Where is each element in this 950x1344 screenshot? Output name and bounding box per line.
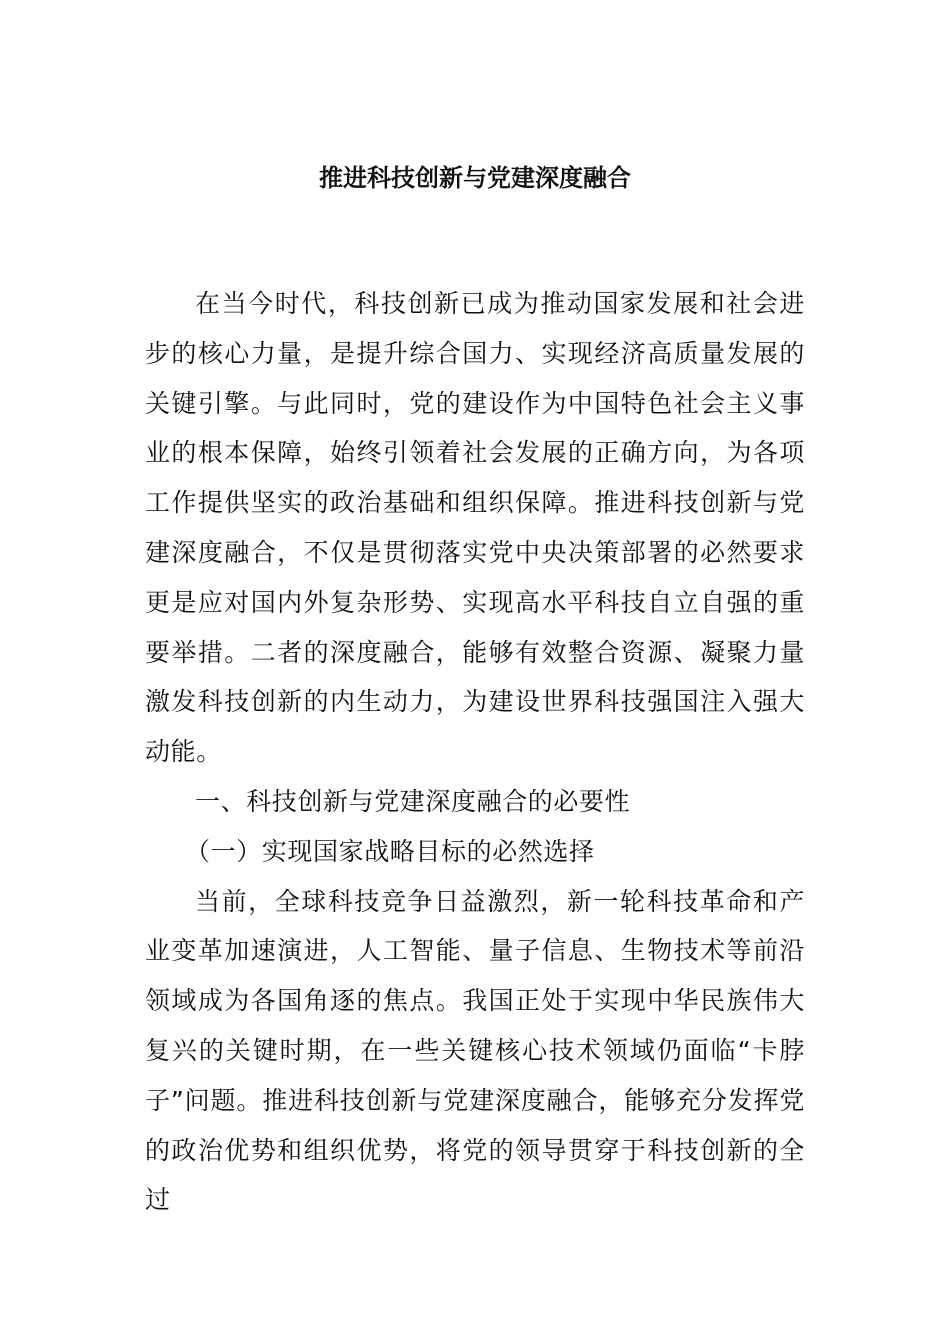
intro-paragraph: 在当今时代，科技创新已成为推动国家发展和社会进步的核心力量，是提升综合国力、实现经济高质量发展的关键引擎。与此同时，党的建设作为中国特色社会主义事业的根本保障，始终引领着社会发展的正确方向，为各项工作提供坚实的政治基础和组织保障。推进科技创新与党建深度融合，不仅是贯彻落实党中央决策部署的必然要求更是应对国内外复杂形势、实现高水平科技自立自强的重要举措。二者的深度融合，能够有效整合资源、凝聚力量激发科技创新的内生动力，为建设世界科技强国注入强大动能。 <box>145 289 805 767</box>
section-paragraph: 当前，全球科技竞争日益激烈，新一轮科技革命和产业变革加速演进，人工智能、量子信息、生物技术等前沿领域成为各国角逐的焦点。我国正处于实现中华民族伟大复兴的关键时期，在一些关键核心技术领域仍面临“卡脖子”问题。推进科技创新与党建深度融合，能够充分发挥党的政治优势和组织优势，将党的领导贯穿于科技创新的全过 <box>145 886 805 1215</box>
subsection-heading: （一）实现国家战略目标的必然选择 <box>185 836 595 866</box>
document-title: 推进科技创新与党建深度融合 <box>319 164 631 192</box>
document-body <box>145 279 805 1225</box>
section-heading: 一、科技创新与党建深度融合的必要性 <box>195 786 631 816</box>
